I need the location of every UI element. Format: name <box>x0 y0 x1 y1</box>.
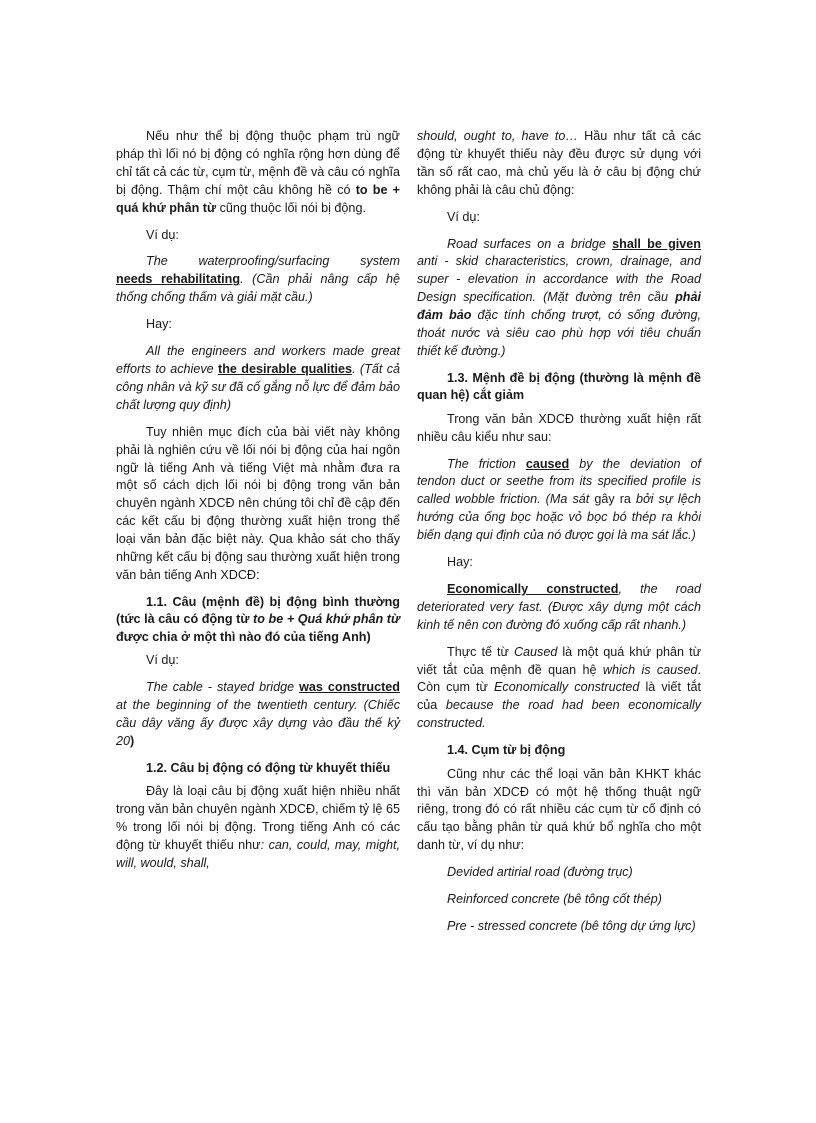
example-waterproofing-line1: The waterproofing/surfacing system <box>146 254 400 269</box>
term-item: Reinforced concrete (bê tông cốt thép) <box>447 892 662 907</box>
example-road-surfaces: Road surfaces on a bridge shall be given anti - skid characteristics, crown, drainage, and super - elevation in accordance with the Road Design specification. (Mặt đường trên cầu phải đảm bảo đặc tính chống trượt, có sống đường, thoát nước và siêu cao phù hợp với tiêu chuẩn thiết kế đường.) <box>417 236 701 358</box>
heading-1-2: 1.2. Câu bị động có động từ khuyết thiếu <box>146 760 391 775</box>
highlight-desirable-qualities: the desirable qualities <box>218 361 353 376</box>
highlight-needs-rehabilitating: needs rehabilitating <box>116 272 241 287</box>
paragraph-relative-clause: Trong văn bản XDCĐ thường xuất hiện rất nhiều câu kiểu như sau: <box>417 411 701 444</box>
paragraph-modal-verbs: Đây là loại câu bị động xuất hiện nhiều nhất trong văn bản chuyên ngành XDCĐ, chiếm tỷ lệ 65 % trong lối nói bị động. Trong tiếng Anh có các động từ khuyết thiếu như: can, could, may, might, will, would, shall, <box>116 784 400 870</box>
paragraph-intro: Nếu như thể bị động thuộc phạm trù ngữ pháp thì lối nó bị động có nghĩa rộng hơn dùng để chỉ tất cả các từ, cụm từ, mệnh đề và câu có nghĩa bị động. Thậm chí một câu không hề có to be + quá khứ phân từ cũng thuộc lối nói bị động. <box>116 129 400 215</box>
term-item: Devided artirial road (đường trục) <box>447 865 633 880</box>
heading-1-3: 1.3. Mệnh đề bị động (thường là mệnh đề quan hệ) cắt giảm <box>417 370 701 403</box>
highlight-economically-constructed: Economically constructed <box>447 581 619 596</box>
term-item: Pre - stressed concrete (bê tông dự ứng lực) <box>447 918 696 933</box>
example-cable-bridge: The cable - stayed bridge was constructed at the beginning of the twentieth century. (Chiếc cầu dây văng ấy được xây dựng vào đầu thế kỷ 20) <box>116 679 400 748</box>
highlight-was-constructed: was constructed <box>299 679 400 694</box>
highlight-phai-dam-bao: phải đảm bảo <box>417 290 701 323</box>
heading-1-4: 1.4. Cụm từ bị động <box>447 743 566 758</box>
hay-label-2: Hay: <box>447 555 473 570</box>
paragraph-purpose: Tuy nhiên mục đích của bài viết này không phải là nghiên cứu về lối nói bị động của hai ngôn ngữ là tiếng Anh và tiếng Việt mà nhằm đưa ra một số cách dịch lối nói bị động trong văn bản chuyên ngành XDCĐ nên chúng tôi chỉ đề cập đến các kết cấu bị động thường xuất hiện trong thể loại văn bản đặc biệt này. Qua khảo sát cho thấy những kết cấu bị động sau thường xuất hiện trong văn bản tiếng Anh XDCĐ: <box>116 424 400 582</box>
example-label: Ví dụ: <box>146 227 179 242</box>
heading-1-1: 1.1. Câu (mệnh đề) bị động bình thường (tức là câu có động từ to be + Quá khứ phân từ được chia ở một thì nào đó của tiếng Anh) <box>116 594 400 644</box>
example-label-3: Ví dụ: <box>447 209 480 224</box>
paragraph-explanation: Thực tế từ Caused là một quá khứ phân từ viết tắt của mệnh đề quan hệ which is caused. Còn cụm từ Economically constructed là viết tắt của because the road had been economically constructed. <box>417 644 702 731</box>
highlight-shall-be-given: shall be given <box>612 236 701 251</box>
paragraph-phrases: Cũng như các thể loại văn bản KHKT khác thì văn bản XDCĐ có một hệ thống thuật ngữ riêng, trong đó có rất nhiều các cụm từ cố định có cấu tạo bằng phân từ quá khứ bổ nghĩa cho một danh từ, ví dụ như: <box>417 766 701 853</box>
example-label-2: Ví dụ: <box>146 653 179 668</box>
right-column <box>417 128 701 945</box>
example-engineers: All the engineers and workers made great efforts to achieve the desirable qualities. (Tất cả công nhân và kỹ sư đã cố gắng nỗ lực để đảm bảo chất lượng quy định) <box>116 344 400 412</box>
left-column <box>116 128 400 882</box>
paragraph-modal-verbs-cont: should, ought to, have to… Hầu như tất cả các động từ khuyết thiếu này đều được sử dụng với tần số rất cao, mà chủ yếu là ở câu bị động chứ không phải là câu chủ động: <box>417 129 702 197</box>
highlight-caused: caused <box>525 456 570 471</box>
example-waterproofing: needs rehabilitating. (Cần phải nâng cấp hệ thống chống thấm và giải mặt cầu.) <box>116 272 401 305</box>
example-friction: The friction caused by the deviation of tendon duct or seethe from its specified profile is called wobble friction. (Ma sát gây ra bởi sự lệch hướng của ống bọc hoặc vỏ bọc bó thép ra khỏi biến dạng qui định của nó được gọi là ma sát lắc.) <box>417 456 702 543</box>
hay-label: Hay: <box>146 317 172 332</box>
example-economically: Economically constructed, the road deteriorated very fast. (Được xây dựng một cách kinh tế nên con đường đó xuống cấp rất nhanh.) <box>417 581 701 632</box>
